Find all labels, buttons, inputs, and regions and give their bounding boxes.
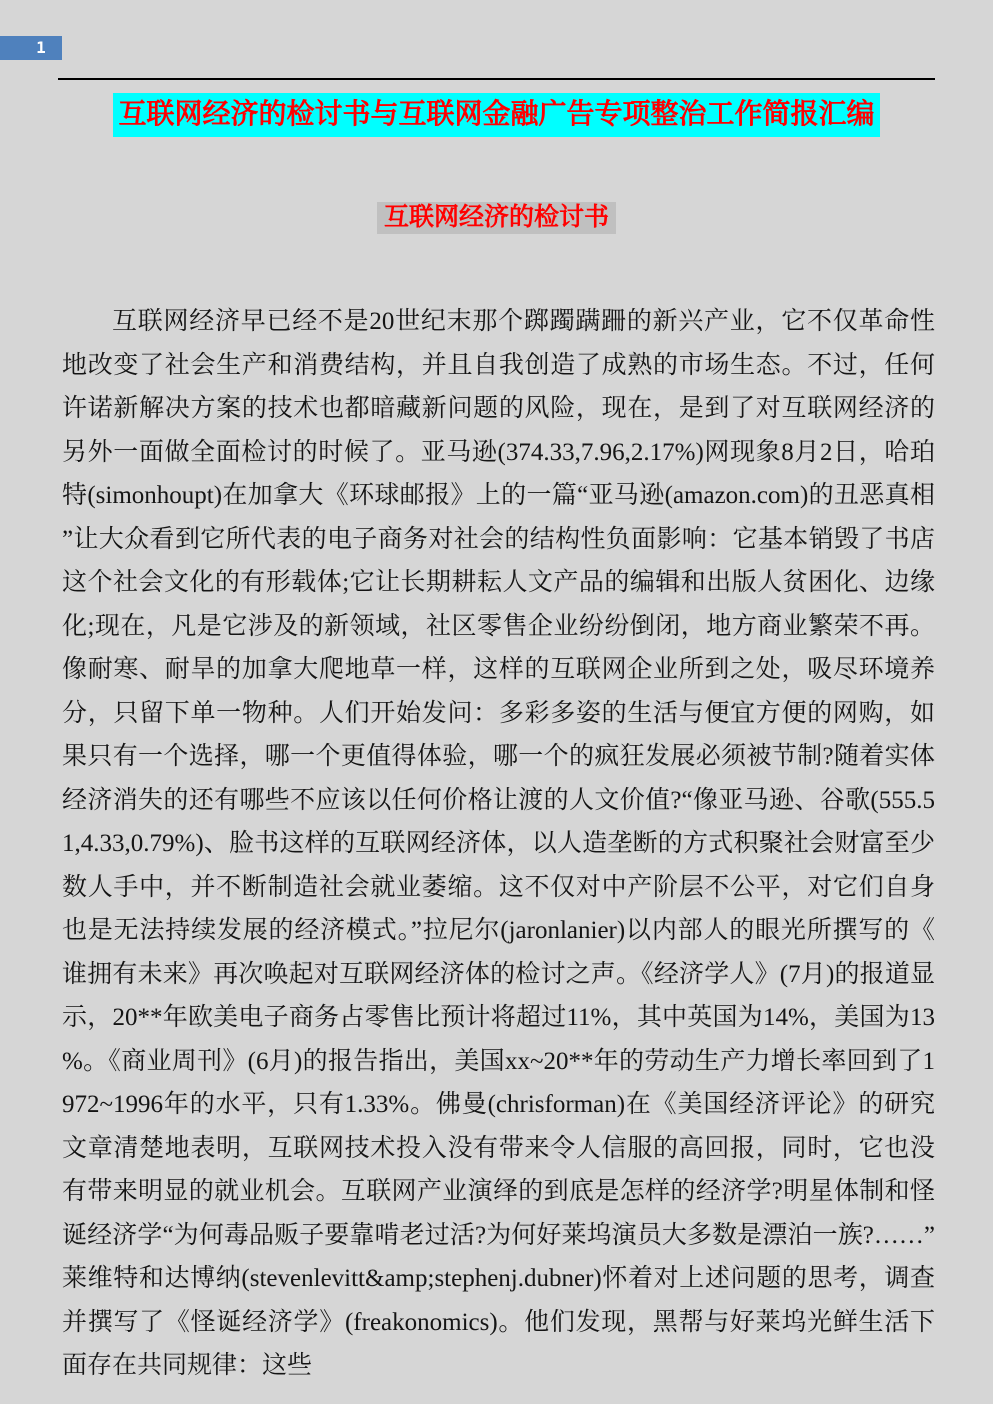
main-title-row [0, 93, 993, 137]
body-paragraph: 互联网经济早已经不是20世纪末那个踯躅蹒跚的新兴产业，它不仅革命性地改变了社会生产和消费结构，并且自我创造了成熟的市场生态。不过，任何许诺新解决方案的技术也都暗藏新问题的风险，现在，是到了对互联网经济的另外一面做全面检讨的时候了。亚马逊(374.33,7.96,2.17%)网现象8月2日，哈珀特(simonhoupt)在加拿大《环球邮报》上的一篇“亚马逊(amazon.com)的丑恶真相”让大众看到它所代表的电子商务对社会的结构性负面影响：它基本销毁了书店这个社会文化的有形载体;它让长期耕耘人文产品的编辑和出版人贫困化、边缘化;现在，凡是它涉及的新领域，社区零售企业纷纷倒闭，地方商业繁荣不再。像耐寒、耐旱的加拿大爬地草一样，这样的互联网企业所到之处，吸尽环境养分，只留下单一物种。人们开始发问：多彩多姿的生活与便宜方便的网购，如果只有一个选择，哪一个更值得体验，哪一个的疯狂发展必须被节制?随着实体经济消失的还有哪些不应该以任何价格让渡的人文价值?“像亚马逊、谷歌(555.51,4.33,0.79%)、脸书这样的互联网经济体，以人造垄断的方式积聚社会财富至少数人手中，并不断制造社会就业萎缩。这不仅对中产阶层不公平，对它们自身也是无法持续发展的经济模式。”拉尼尔(jaronlanier)以内部人的眼光所撰写的《谁拥有未来》再次唤起对互联网经济体的检讨之声。《经济学人》(7月)的报道显示，20**年欧美电子商务占零售比预计将超过11%，其中英国为14%，美国为13%。《商业周刊》(6月)的报告指出，美国xx~20**年的劳动生产力增长率回到了1972~1996年的水平，只有1.33%。佛曼(chrisforman)在《美国经济评论》的研究文章清楚地表明，互联网技术投入没有带来令人信服的高回报，同时，它也没有带来明显的就业机会。互联网产业演绎的到底是怎样的经济学?明星体制和怪诞经济学“为何毒品贩子要靠啃老过活?为何好莱坞演员大多数是漂泊一族?……”莱维特和达博纳(stevenlevitt&amp;stephenj.dubner)怀着对上述问题的思考，调查并撰写了《怪诞经济学》(freakonomics)。他们发现，黑帮与好莱坞光鲜生活下面存在共同规律：这些 [62, 308, 935, 1379]
header-divider [58, 78, 935, 80]
page-number-badge: 1 [0, 36, 62, 60]
section-title: 互联网经济的检讨书 [377, 202, 616, 234]
section-title-row [0, 202, 993, 234]
document-title: 互联网经济的检讨书与互联网金融广告专项整治工作简报汇编 [113, 93, 879, 137]
